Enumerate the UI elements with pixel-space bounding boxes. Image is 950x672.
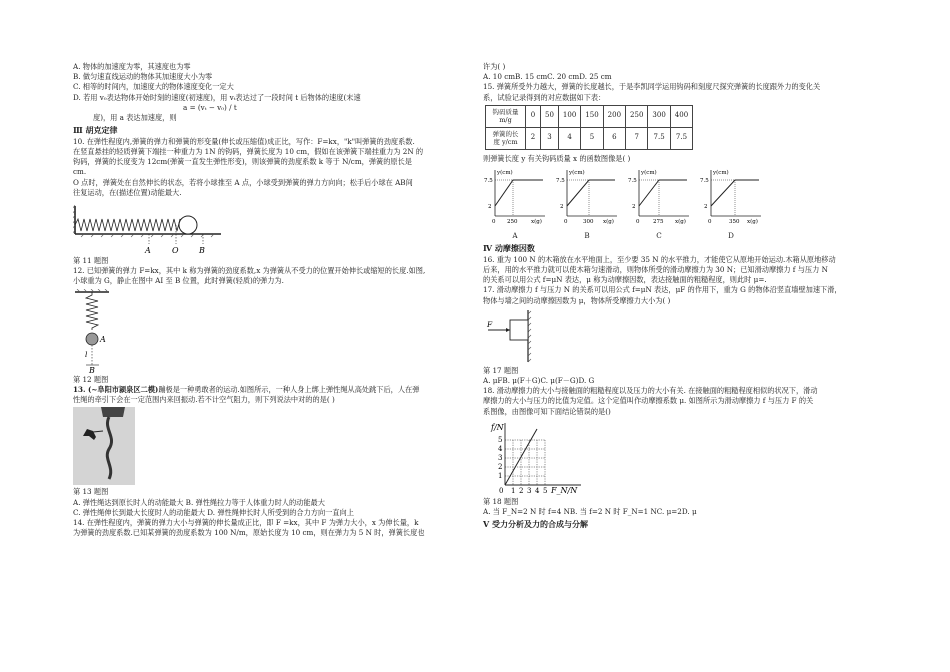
spring-ball-figure-11 [73,200,223,254]
graph-b-origin: 0 [564,218,568,225]
graph-d-y0: 2 [704,203,708,210]
graph-b-xlabel: x(g) [603,218,614,225]
q15-ask: 则弹簧长度 y 有关钩码质量 x 的函数图像是( ) [483,153,631,163]
q13-line-2: 性绳的牵引下会在一定范围内来回振动.若不计空气阻力，则下列说法中对的的是( ) [73,395,335,405]
table-cell: 250 [626,105,648,127]
q14-options: A. 10 cmB. 15 cmC. 20 cmD. 25 cm [483,72,612,82]
table-cell: 6 [603,127,625,149]
q13-options-cd: C. 弹性绳伸长到最大长度时人的动能最大 D. 弹性绳伸长时人所受到的合力方向一直向上 [73,507,354,517]
fig12-label-l: l [85,349,88,359]
q16-line-1: 16. 重为 100 N 的木箱放在水平地面上，至少要 35 N 的水平推力，才能使它从原地开始运动.木箱从原地移动 [483,254,836,264]
graph-option-b [555,166,619,241]
q16-line-2: 后来，用的水平推力就可以使木箱匀速滑动，则物体所受的滑动摩擦力为 30 N；已知滑动摩擦力 f 与压力 N [483,264,828,274]
graph-c-plot [627,166,691,228]
graph-a-ylabel: y(cm) [497,169,513,176]
q12-line-1: 12. 已知弹簧的弹力 F=kx，其中 k 称为弹簧的劲度系数,x 为弹簧从不受力的位置开始伸长或缩短的长度.如图, [73,266,426,276]
fig18-ytick-2: 2 [498,462,503,471]
q14-tail: 许为( ) [483,62,506,71]
graph-d-origin: 0 [708,218,712,225]
graph-a-xlabel: x(g) [531,218,542,225]
q10-line-5: O 点时，弹簧处在自然伸长的状态，若将小球推至 A 点，小球受到弹簧的弹力方向向；松手后小球在 AB间 [73,177,413,187]
q18-line-1: 18. 滑动摩擦力的大小与接触面的粗糙程度以及压力的大小有关. 在接触面的粗糙程度相似的状况下，滑动 [483,386,818,396]
caption-fig17: 第 17 题图 [483,365,519,375]
graph-a-y1: 7.5 [484,177,493,184]
fig18-xtick-2: 2 [519,486,524,495]
option-graphs [483,166,883,241]
block-wall-figure-17 [483,308,543,364]
caption-fig12: 第 12 题图 [73,374,109,384]
table-cell: 4 [558,127,580,149]
graph-d-letter: D [728,231,734,241]
graph-d-xlabel: x(g) [747,218,758,225]
fig11-label-o: O [172,245,179,254]
table-header-mass: 钩码质量 m/g [486,105,526,127]
section-friction-heading: Ⅳ 动摩擦因数 [483,243,535,254]
graph-b-plot [555,166,619,228]
graph-c-xlabel: x(g) [675,218,686,225]
q13-text-1: 蹦极是一种勇敢者的运动.如图所示，一种人身上绑上弹性绳从高处跳下后，人在弹 [158,384,420,394]
table-cell: 7 [626,127,648,149]
graph-c-ylabel: y(cm) [641,169,657,176]
mass-length-table [485,105,693,150]
option-c: C. 相等的时间内，加速度大的物体速度变化一定大 [73,82,234,92]
fig18-xtick-5: 5 [543,486,548,495]
table-row [486,127,693,149]
q17-line-2: 物体与墙之间的动摩擦因数为 μ，物体所受摩擦力大小为( ) [483,295,671,305]
fig18-xtick-4: 4 [535,486,540,495]
graph-b-y0: 2 [560,203,564,210]
table-cell: 0 [526,105,541,127]
graph-d-plot [699,166,763,228]
graph-a-xmax: 250 [507,218,518,225]
bungee-jumper-icon [73,407,135,485]
q10-line-4: cm. [73,167,87,177]
fig18-xtick-1: 1 [511,486,516,495]
q18-line-2: 摩擦力的大小与压力的比值为定值。这个定值叫作动摩擦系数 μ. 如图所示为滑动摩擦力 f 与压力 F 的关 [483,396,814,406]
fig18-ytick-3: 3 [498,453,503,462]
q12-line-2: 小球重为 G，静止在图中 AI 至 B 位置，此时弹簧(轻质)的弹力为. [73,276,284,286]
caption-fig13: 第 13 题图 [73,487,109,497]
graph-a-y0: 2 [488,203,492,210]
q18-line-3: 系图像，由图像可知下面结论错误的是() [483,406,611,416]
formula-a: a = (vₜ − v₀) / t [183,102,237,112]
caption-fig11: 第 11 题图 [73,255,109,265]
option-b: B. 做匀速直线运动的物体其加速度大小为零 [73,72,213,82]
left-column [73,62,468,538]
right-column [483,62,883,531]
q15-line-1: 15. 弹簧所受外力越大，弹簧的长度越长，于是李凯同学运用钩码和刻度尺探究弹簧的长度跟外力的变化关 [483,82,821,92]
caption-fig18: 第 18 题图 [483,496,519,506]
fig18-ytick-1: 1 [498,471,503,480]
q10-line-2: 在竖直悬挂的轻质弹簧下端挂一种重力为 1N 的钩码，弹簧长度为 10 cm，假如在该弹簧下端挂重力为 2N 的 [73,146,424,156]
fig18-xlabel: F_N/N [551,485,578,495]
table-cell: 5 [581,127,603,149]
fig17-label-f: F [487,319,493,329]
q17-options: A. μFB. μ(F＋G)C. μ(F－G)D. G [483,375,595,385]
table-cell: 50 [541,105,559,127]
q10-line-6: 往复运动，在(描述位置)动能最大. [73,187,182,197]
q14-line-1: 14. 在弹性程度内，弹簧的弹力大小与弹簧的伸长量成正比，即 F =kx，其中 F 为弹力大小，x 为伸长量，k [73,517,419,527]
section-force-heading: Ⅴ 受力分析及力的合成与分解 [483,519,588,530]
q13-line-1 [73,385,468,395]
q17-line-1: 17. 滑动摩擦力 f 与压力 N 的关系可以用公式 f=μN 表达，μF 的作用下，重为 G 的物体沿竖直墙壁加速下滑， [483,285,842,295]
fig12-label-b: B [89,365,95,373]
fig18-ylabel: f/N [491,422,504,432]
q10-line-1: 10. 在弹性程度内,弹簧的弹力和弹簧的形变量(伸长或压缩值)成正比，写作：F=kx，"k"叫弹簧的劲度系数. [73,136,415,146]
table-header-length: 弹簧的长度 y/cm [486,127,526,149]
q13-options-ab: A. 弹性绳达到原长时人的动能最大 B. 弹性绳拉力等于人体重力时人的动能最大 [73,497,325,507]
fig18-xtick-3: 3 [527,486,532,495]
q15-line-2: 系，试验记录得到的对应数据如下表： [483,92,606,102]
table-cell: 2 [526,127,541,149]
graph-a-plot [483,166,547,228]
graph-option-a [483,166,547,241]
bungee-photo [73,407,135,485]
graph-c-xmax: 275 [653,218,664,225]
graph-d-y1: 7.5 [700,177,709,184]
option-a: A. 物体的加速度为零，其速度也为零 [73,62,191,71]
q13-source: 13. (~阜阳市颍泉区二模) [73,384,159,394]
graph-option-d [699,166,763,241]
fig12-label-a: A [100,334,106,344]
fig11-label-a: A [145,245,151,254]
fig18-origin: 0 [499,486,504,495]
vertical-spring-figure-12 [73,289,133,373]
graph-b-letter: B [584,231,590,241]
table-cell: 300 [648,105,670,127]
table-cell: 7.5 [670,127,692,149]
q16-line-3: 的关系可以用公式 f=μN 表达，μ 称为动摩擦因数，表达接触面的粗糙程度，则此时 μ=. [483,275,767,285]
graph-d-ylabel: y(cm) [713,169,729,176]
q18-options: A. 当 F_N=2 N 时 f=4 NB. 当 f=2 N 时 F_N=1 NC. μ=2D. μ [483,507,697,517]
graph-d-xmax: 350 [729,218,740,225]
fig11-label-b: B [199,245,205,254]
graph-b-xmax: 300 [583,218,594,225]
graph-a-letter: A [512,231,518,241]
graph-a-origin: 0 [492,218,496,225]
table-cell: 100 [558,105,580,127]
fig18-ytick-5: 5 [498,435,503,444]
q14-line-2: 为弹簧的劲度系数.已知某弹簧的劲度系数为 100 N/m，原始长度为 10 cm，则在弹力为 5 N 时，弹簧长度也 [73,528,425,538]
graph-c-letter: C [656,231,662,241]
graph-c-origin: 0 [636,218,640,225]
graph-b-y1: 7.5 [556,177,565,184]
friction-graph-figure-18 [483,419,593,495]
fig18-ytick-4: 4 [498,444,503,453]
graph-option-c [627,166,691,241]
table-cell: 3 [541,127,559,149]
graph-b-ylabel: y(cm) [569,169,585,176]
option-d-tail: 度)，用 a 表达加速度，则 [93,113,177,123]
option-d: D. 若用 v₀表达物体开始时刻的速度(初速度)，用 vₜ表达过了一段时间 t 后物体的速度(末速 [73,92,361,102]
section-hooke-heading: Ⅲ 胡克定律 [73,125,118,136]
table-cell: 200 [603,105,625,127]
table-cell: 400 [670,105,692,127]
q10-line-3: 钩码，弹簧的长度变为 12cm(弹簧一直发生弹性形变)，则该弹簧的劲度系数 k 等于 N/cm，弹簧的原长是 [73,157,412,167]
graph-c-y1: 7.5 [628,177,637,184]
table-cell: 150 [581,105,603,127]
table-row [486,105,693,127]
table-cell: 7.5 [648,127,670,149]
graph-c-y0: 2 [632,203,636,210]
